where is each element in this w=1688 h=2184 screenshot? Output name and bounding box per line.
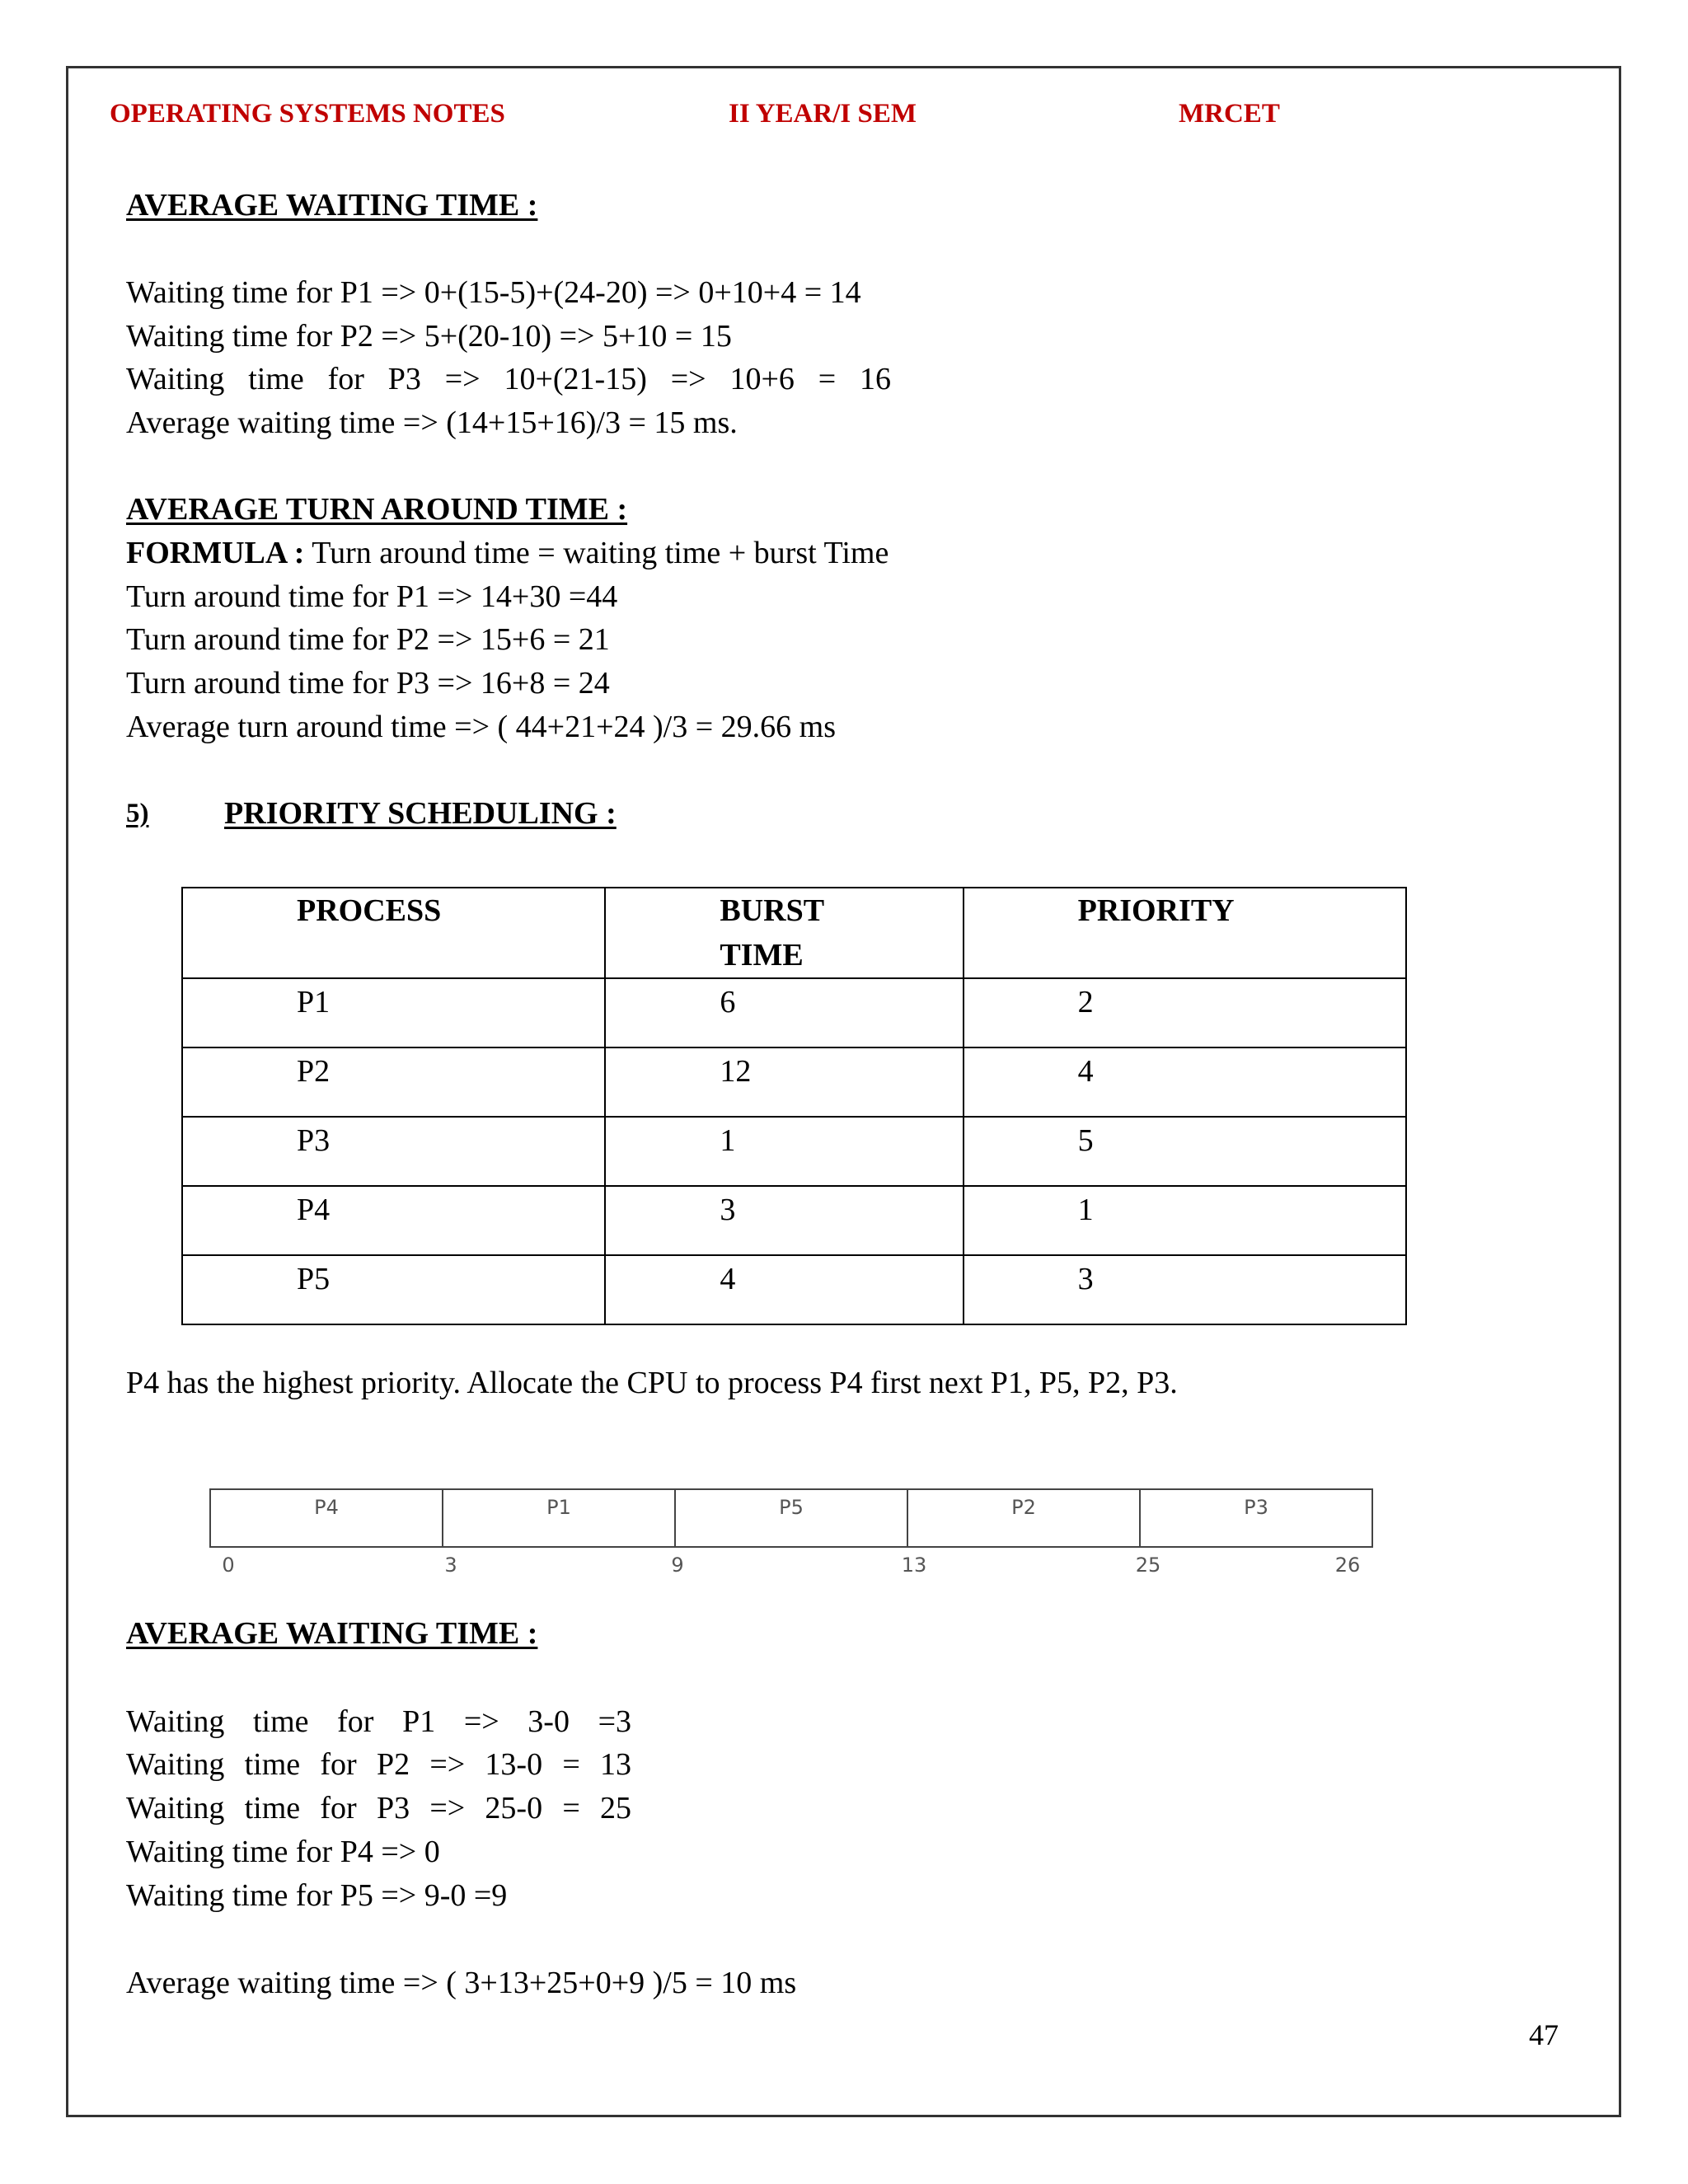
table-row bbox=[182, 978, 1406, 1047]
gantt-segment-label: P2 bbox=[1011, 1496, 1036, 1519]
gantt-tick-label: 26 bbox=[1334, 1554, 1361, 1577]
text-line: Waiting time for P1 => 0+(15-5)+(24-20) => 0+10+4 = 14 bbox=[126, 275, 861, 310]
cell-priority: 4 bbox=[964, 1047, 1406, 1117]
table-row bbox=[182, 1255, 1406, 1324]
header-course-title: OPERATING SYSTEMS NOTES bbox=[110, 99, 505, 129]
cell-burst-time: 6 bbox=[605, 978, 963, 1047]
section-number: 5) bbox=[126, 799, 149, 828]
gantt-segment-label: P4 bbox=[314, 1496, 339, 1519]
header-institution: MRCET bbox=[1179, 99, 1280, 129]
formula-label: FORMULA : bbox=[126, 536, 305, 570]
gantt-tick-label: 9 bbox=[671, 1554, 684, 1577]
cell-priority: 5 bbox=[964, 1117, 1406, 1186]
cell-process: P4 bbox=[182, 1186, 605, 1255]
priority-note: P4 has the highest priority. Allocate the CPU to process P4 first next P1, P5, P2, P3. bbox=[126, 1366, 1178, 1400]
text-line-justified: Waiting time for P2 => 13-0 = 13 bbox=[126, 1747, 631, 1782]
text-line: Waiting time for P5 => 9-0 =9 bbox=[126, 1878, 508, 1913]
table-row bbox=[182, 1117, 1406, 1186]
cell-priority: 3 bbox=[964, 1255, 1406, 1324]
process-table bbox=[181, 887, 1407, 1325]
text-line: Average turn around time => ( 44+21+24 )/3 = 29.66 ms bbox=[126, 710, 837, 744]
cell-burst-time: 4 bbox=[605, 1255, 963, 1324]
gantt-segment-label: P1 bbox=[546, 1496, 571, 1519]
gantt-tick-label: 3 bbox=[444, 1554, 457, 1577]
cell-process: P5 bbox=[182, 1255, 605, 1324]
gantt-tick-label: 25 bbox=[1135, 1554, 1161, 1577]
text-line-justified: Waiting time for P1 => 3-0 =3 bbox=[126, 1704, 631, 1739]
text-line: Waiting time for P4 => 0 bbox=[126, 1835, 440, 1869]
gantt-segment-label: P5 bbox=[779, 1496, 804, 1519]
cell-process: P1 bbox=[182, 978, 605, 1047]
cell-burst-time: 1 bbox=[605, 1117, 963, 1186]
formula-text: Turn around time = waiting time + burst Time bbox=[304, 536, 889, 570]
column-header-process: PROCESS bbox=[182, 888, 605, 978]
page-number: 47 bbox=[1529, 2018, 1559, 2051]
heading-average-turn-around-time: AVERAGE TURN AROUND TIME : bbox=[126, 492, 628, 527]
text-line: Turn around time for P1 => 14+30 =44 bbox=[126, 579, 618, 614]
table-row bbox=[182, 1047, 1406, 1117]
column-header-burst-time: BURST TIME bbox=[605, 888, 963, 978]
gantt-tick-label: 13 bbox=[901, 1554, 927, 1577]
text-line-justified: Waiting time for P3 => 10+(21-15) => 10+6 = 16 bbox=[126, 362, 891, 396]
column-header-priority: PRIORITY bbox=[964, 888, 1406, 978]
text-line-justified: Waiting time for P3 => 25-0 = 25 bbox=[126, 1791, 631, 1825]
cell-burst-time: 3 bbox=[605, 1186, 963, 1255]
average-waiting-time-result: Average waiting time => ( 3+13+25+0+9 )/5 = 10 ms bbox=[126, 1966, 797, 2000]
header-year-sem: II YEAR/I SEM bbox=[729, 99, 917, 129]
text-line: Turn around time for P3 => 16+8 = 24 bbox=[126, 666, 610, 701]
cell-process: P2 bbox=[182, 1047, 605, 1117]
heading-priority-scheduling: PRIORITY SCHEDULING : bbox=[224, 796, 617, 831]
gantt-segment-label: P3 bbox=[1244, 1496, 1268, 1519]
heading-average-waiting-time-priority: AVERAGE WAITING TIME : bbox=[126, 1616, 538, 1651]
text-line: Turn around time for P2 => 15+6 = 21 bbox=[126, 622, 610, 657]
cell-priority: 2 bbox=[964, 978, 1406, 1047]
cell-process: P3 bbox=[182, 1117, 605, 1186]
cell-priority: 1 bbox=[964, 1186, 1406, 1255]
table-header-row bbox=[182, 888, 1406, 978]
table-row bbox=[182, 1186, 1406, 1255]
formula-line bbox=[126, 537, 889, 569]
text-line: Average waiting time => (14+15+16)/3 = 15 ms. bbox=[126, 405, 738, 440]
heading-average-waiting-time: AVERAGE WAITING TIME : bbox=[126, 188, 538, 223]
gantt-tick-label: 0 bbox=[222, 1554, 235, 1577]
text-line: Waiting time for P2 => 5+(20-10) => 5+10 = 15 bbox=[126, 319, 732, 354]
gantt-chart bbox=[198, 1488, 1385, 1586]
cell-burst-time: 12 bbox=[605, 1047, 963, 1117]
